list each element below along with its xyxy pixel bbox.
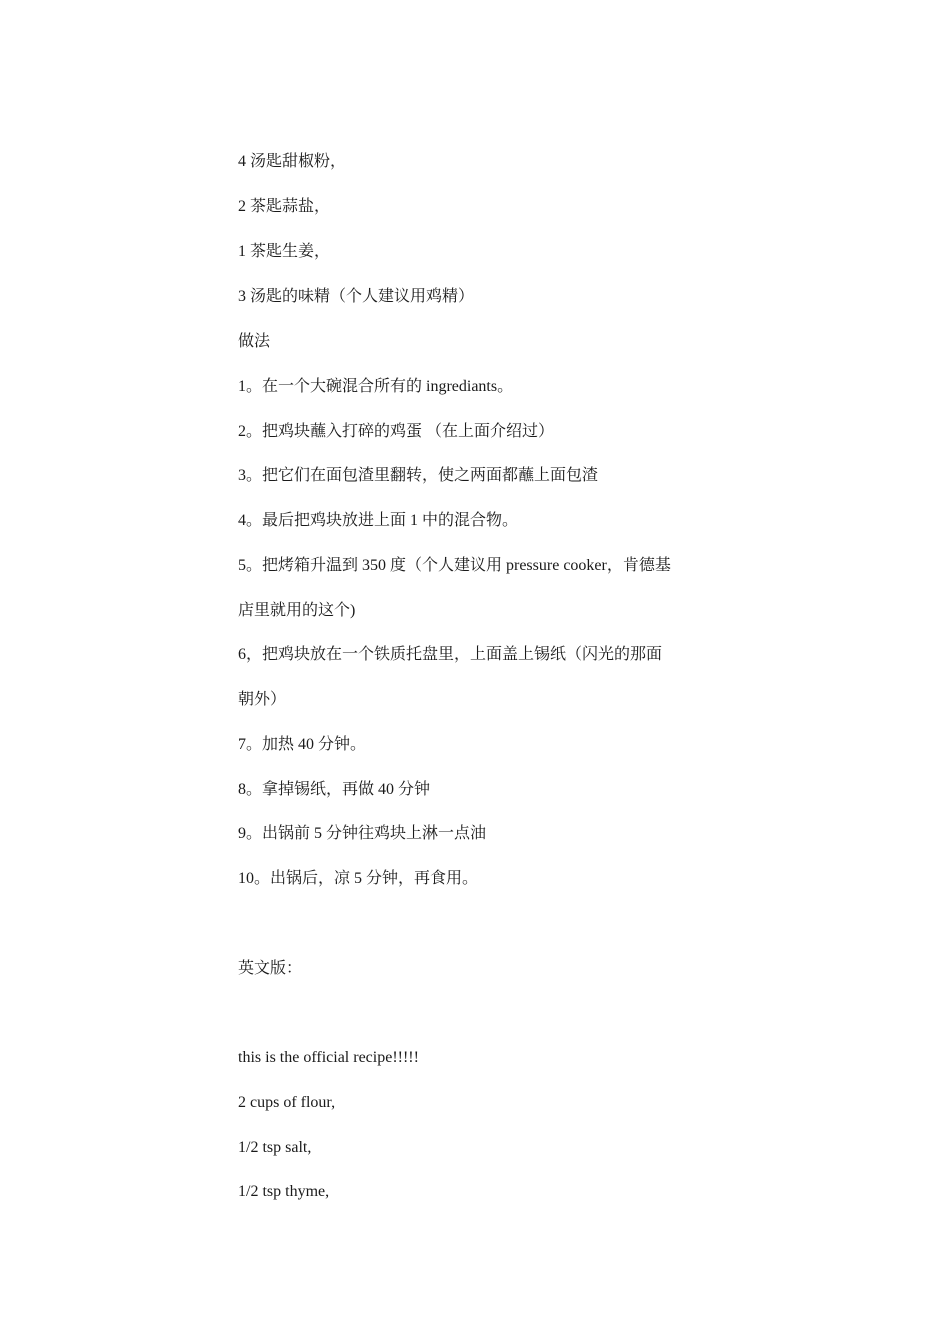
english-intro-line: this is the official recipe!!!!! [238, 1049, 419, 1066]
ingredient-line-english: 2 cups of flour, [238, 1094, 336, 1111]
step-line: 4。最后把鸡块放进上面 1 中的混合物。 [238, 512, 519, 529]
step-line: 2。把鸡块蘸入打碎的鸡蛋 （在上面介绍过） [238, 423, 555, 440]
ingredient-line: 4 汤匙甜椒粉， [238, 153, 347, 170]
method-heading: 做法 [238, 333, 271, 350]
ingredient-line: 1 茶匙生姜， [238, 243, 331, 260]
step-line-continuation: 店里就用的这个) [238, 602, 356, 619]
step-line: 10。出锅后，凉 5 分钟，再食用。 [238, 870, 479, 887]
step-line: 5。把烤箱升温到 350 度（个人建议用 pressure cooker，肯德基 [238, 557, 671, 574]
ingredient-line-english: 1/2 tsp thyme, [238, 1183, 330, 1200]
ingredient-line-english: 1/2 tsp salt, [238, 1139, 312, 1156]
step-line: 6，把鸡块放在一个铁质托盘里，上面盖上锡纸（闪光的那面 [238, 646, 663, 663]
ingredient-line: 3 汤匙的味精（个人建议用鸡精） [238, 288, 475, 305]
step-line: 7。加热 40 分钟。 [238, 736, 367, 753]
step-line-continuation: 朝外） [238, 691, 287, 708]
ingredient-line: 2 茶匙蒜盐， [238, 198, 331, 215]
step-line: 8。拿掉锡纸，再做 40 分钟 [238, 781, 431, 798]
step-line: 3。把它们在面包渣里翻转，使之两面都蘸上面包渣 [238, 467, 599, 484]
step-line: 1。在一个大碗混合所有的 ingrediants。 [238, 378, 514, 395]
english-version-heading: 英文版： [238, 960, 303, 977]
step-line: 9。出锅前 5 分钟往鸡块上淋一点油 [238, 825, 487, 842]
